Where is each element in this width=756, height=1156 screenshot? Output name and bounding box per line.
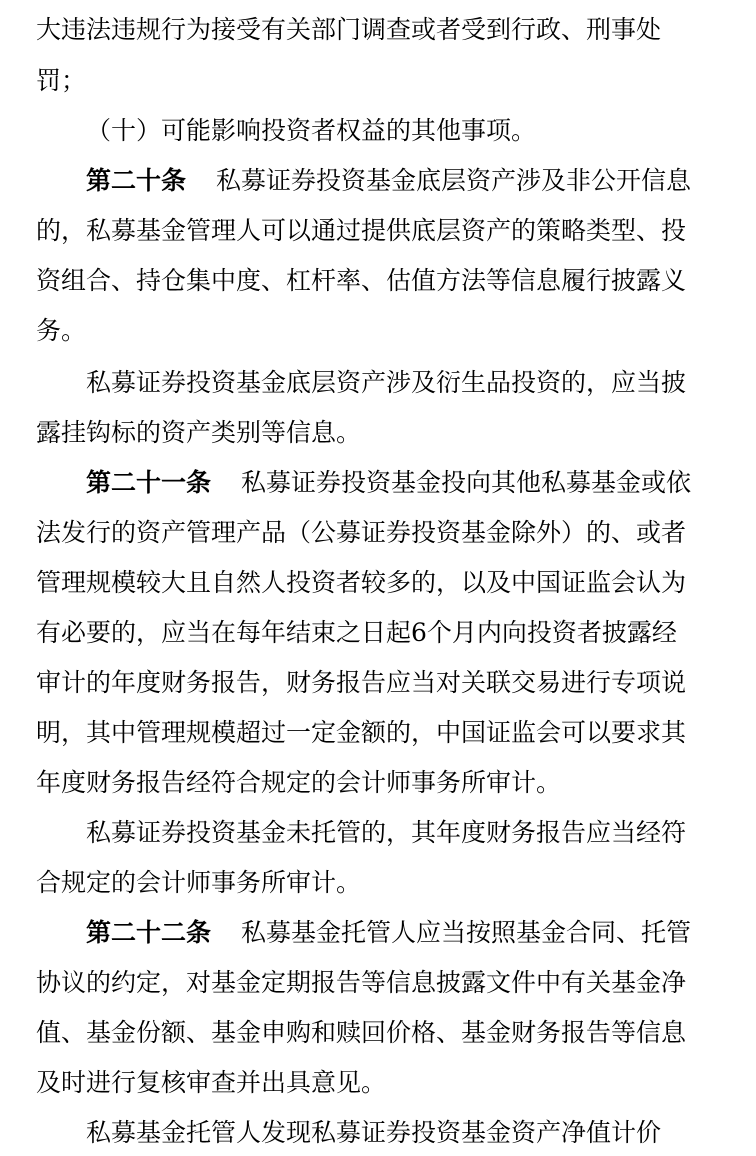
text-line: 法发行的资产管理产品（公募证券投资基金除外）的、或者 [36, 518, 687, 547]
paragraph-line: 私募基金托管人发现私募证券投资基金资产净值计价 [86, 1118, 662, 1147]
paragraph-line: 私募证券投资基金未托管的，其年度财务报告应当经符 [86, 818, 687, 847]
text-line: 合规定的会计师事务所审计。 [36, 868, 362, 897]
text-line: 值、基金份额、基金申购和赎回价格、基金财务报告等信息 [36, 1018, 687, 1047]
article-21-heading: 第二十一条 [86, 468, 212, 497]
text-line: 及时进行复核审查并出具意见。 [36, 1068, 387, 1097]
text-line: 管理规模较大且自然人投资者较多的，以及中国证监会认为 [36, 568, 687, 597]
article-21-text: 私募证券投资基金投向其他私募基金或依 [241, 468, 692, 497]
text-line: 明，其中管理规模超过一定金额的，中国证监会可以要求其 [36, 718, 687, 747]
article-22-text: 私募基金托管人应当按照基金合同、托管 [241, 918, 692, 947]
text-line: 年度财务报告经符合规定的会计师事务所审计。 [36, 768, 562, 797]
article-20-heading: 第二十条 [86, 166, 187, 195]
list-item-10: （十）可能影响投资者权益的其他事项。 [86, 116, 537, 145]
article-22-heading: 第二十二条 [86, 918, 212, 947]
article-20-text: 私募证券投资基金底层资产涉及非公开信息 [216, 166, 692, 195]
text-line: 有必要的，应当在每年结束之日起6个月内向投资者披露经 [36, 618, 677, 647]
paragraph-line: 私募证券投资基金底层资产涉及衍生品投资的，应当披 [86, 368, 687, 397]
text-line: 资组合、持仓集中度、杠杆率、估值方法等信息履行披露义 [36, 266, 687, 295]
text-line: 露挂钩标的资产类别等信息。 [36, 418, 362, 447]
text-line: 协议的约定，对基金定期报告等信息披露文件中有关基金净 [36, 968, 687, 997]
text-line: 罚； [36, 66, 87, 95]
text-line: 大违法违规行为接受有关部门调查或者受到行政、刑事处 [36, 15, 662, 44]
text-line: 务。 [36, 316, 87, 345]
text-line: 的，私募基金管理人可以通过提供底层资产的策略类型、投 [36, 216, 687, 245]
text-line: 审计的年度财务报告，财务报告应当对关联交易进行专项说 [36, 668, 687, 697]
